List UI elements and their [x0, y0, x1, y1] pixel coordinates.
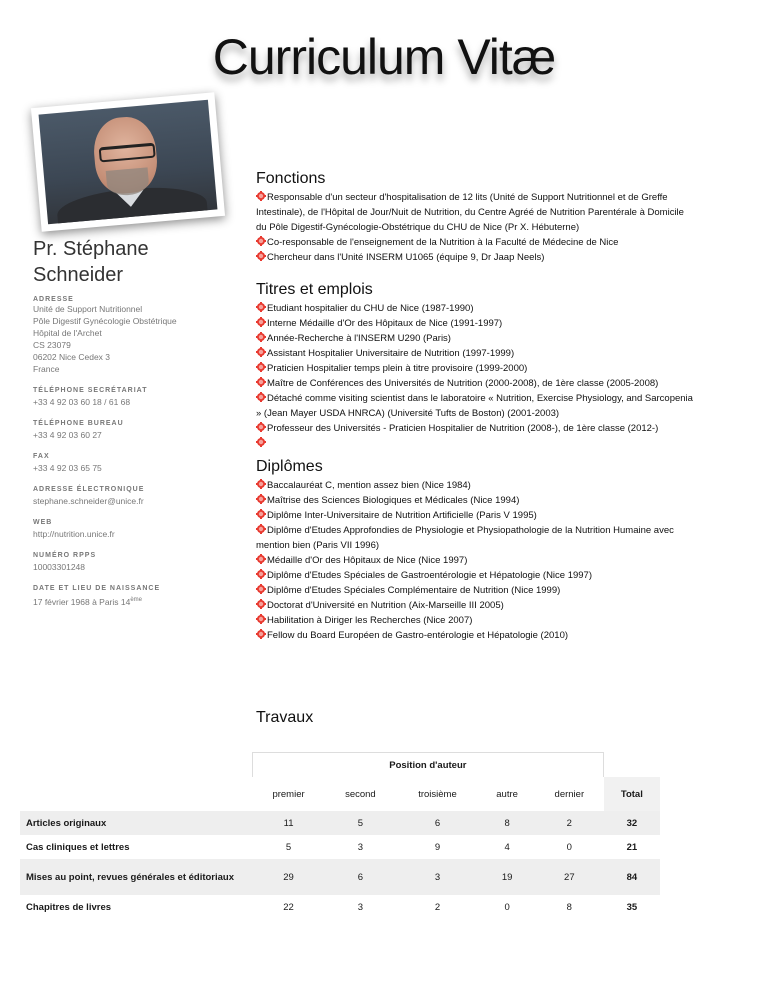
list-item-text: Baccalauréat C, mention assez bien (Nice 1984): [267, 480, 471, 491]
table-cell: 8: [566, 901, 572, 913]
birth-label: DATE ET LIEU DE NAISSANCE: [33, 585, 161, 592]
web-label: WEB: [33, 519, 53, 526]
secretariat-phone-label: TÉLÉPHONE SECRÉTARIAT: [33, 387, 148, 394]
table-cell: 27: [535, 859, 604, 895]
titres-list: [256, 301, 696, 451]
list-item-text: Année-Recherche à l'INSERM U290 (Paris): [267, 333, 451, 344]
starburst-bullet-icon: [256, 437, 266, 447]
starburst-bullet-icon: [256, 251, 266, 261]
list-item: [256, 391, 696, 421]
row-label: Articles originaux: [20, 811, 252, 835]
list-item-text: Diplôme d'Etudes Spéciales Complémentaire de Nutrition (Nice 1999): [267, 585, 561, 596]
list-item-text: Etudiant hospitalier du CHU de Nice (1987-1990): [267, 303, 474, 314]
table-cell: 22: [283, 901, 294, 913]
page-title: Curriculum Vitæ: [212, 29, 556, 85]
list-item: [256, 346, 696, 361]
email-label: ADRESSE ÉLECTRONIQUE: [33, 486, 145, 493]
list-item: [256, 523, 696, 553]
rpps-number: 10003301248: [33, 562, 86, 572]
column-header: troisième: [396, 777, 480, 811]
list-item: [256, 190, 696, 235]
table-cell: 2: [434, 901, 441, 913]
list-item-text: Interne Médaille d'Or des Hôpitaux de Nice (1991-1997): [267, 318, 503, 329]
starburst-bullet-icon: [256, 236, 266, 246]
row-total: 21: [626, 841, 638, 853]
starburst-bullet-icon: [256, 362, 266, 372]
list-item: [256, 553, 696, 568]
table-row: [20, 895, 660, 919]
table-cell: 19: [479, 859, 535, 895]
list-item-text: Chercheur dans l'Unité INSERM U1065 (équipe 9, Dr Jaap Neels): [267, 252, 545, 263]
table-cell: 5: [285, 841, 292, 853]
list-item-text: Diplôme Inter-Universitaire de Nutrition Artificielle (Paris V 1995): [267, 510, 537, 521]
author-position-header: Position d'auteur: [252, 753, 604, 778]
list-item-text: Diplôme d'Etudes Spéciales de Gastroentérologie et Hépatologie (Nice 1997): [267, 570, 593, 581]
rpps-label: NUMÉRO RPPS: [33, 552, 97, 559]
table-cell: 9: [434, 841, 441, 853]
diplomes-list: [256, 478, 696, 643]
table-cell: 8: [479, 811, 535, 835]
portrait-photo: [31, 92, 225, 232]
secretariat-phone: +33 4 92 03 60 18 / 61 68: [33, 397, 131, 407]
list-item-text: Diplôme d'Etudes Approfondies de Physiologie et Physiopathologie de la Nutrition Humaine avec mention bien (Paris VII 1996): [256, 525, 674, 551]
list-item: [256, 613, 696, 628]
table-cell: 6: [325, 859, 396, 895]
list-item-text: Habilitation à Diriger les Recherches (Nice 2007): [267, 615, 473, 626]
row-label: Cas cliniques et lettres: [26, 841, 130, 853]
section-title-diplomes: Diplômes: [256, 458, 323, 475]
starburst-bullet-icon: [256, 629, 266, 639]
publications-table: [20, 752, 660, 919]
office-phone: +33 4 92 03 60 27: [33, 430, 102, 440]
table-cell: 6: [396, 811, 480, 835]
list-item: [256, 568, 696, 583]
list-item: [256, 493, 696, 508]
starburst-bullet-icon: [256, 422, 266, 432]
table-cell: 3: [396, 859, 480, 895]
contact-sidebar: [33, 296, 233, 608]
fax-number: +33 4 92 03 65 75: [33, 463, 102, 473]
list-item: [256, 235, 696, 250]
empty-cell: [604, 753, 660, 778]
address-line: Pôle Digestif Gynécologie Obstétrique: [33, 316, 177, 326]
address-block: [33, 303, 233, 375]
total-column-header: Total: [604, 777, 660, 811]
table-row: [20, 859, 660, 895]
birth-text: 17 février 1968 à Paris 14: [33, 596, 131, 607]
starburst-bullet-icon: [256, 317, 266, 327]
table-row: [20, 835, 660, 859]
starburst-bullet-icon: [256, 332, 266, 342]
email-link[interactable]: stephane.schneider@unice.fr: [33, 496, 144, 506]
list-item-text: Fellow du Board Européen de Gastro-entérologie et Hépatologie (2010): [267, 630, 569, 641]
fax-label: FAX: [33, 453, 50, 460]
starburst-bullet-icon: [256, 554, 266, 564]
row-label: Chapitres de livres: [26, 901, 112, 913]
list-item-text: Professeur des Universités - Praticien Hospitalier de Nutrition (2008-), de 1ère classe (2012-): [267, 423, 659, 434]
table-row: [20, 811, 660, 835]
section-title-travaux: Travaux: [256, 709, 314, 726]
table-cell: 5: [325, 811, 396, 835]
section-title-fonctions: Fonctions: [256, 170, 326, 187]
starburst-bullet-icon: [256, 614, 266, 624]
list-item-text: Doctorat d'Université en Nutrition (Aix-Marseille III 2005): [267, 600, 504, 611]
starburst-bullet-icon: [256, 347, 266, 357]
row-total: 32: [604, 811, 660, 835]
list-item: [256, 436, 696, 451]
table-cell: 29: [252, 859, 325, 895]
table-cell: 11: [252, 811, 325, 835]
list-item: [256, 478, 696, 493]
person-name: [33, 236, 233, 288]
starburst-bullet-icon: [256, 392, 266, 402]
starburst-bullet-icon: [256, 377, 266, 387]
list-item-text: Maîtrise des Sciences Biologiques et Médicales (Nice 1994): [267, 495, 520, 506]
empty-cell: [20, 753, 252, 778]
list-item: [256, 250, 696, 265]
column-header: premier: [252, 777, 325, 811]
web-link[interactable]: http://nutrition.unice.fr: [33, 529, 115, 539]
main-content: [256, 170, 696, 643]
name-line-2: Schneider: [33, 264, 124, 286]
starburst-bullet-icon: [256, 509, 266, 519]
list-item: [256, 628, 696, 643]
list-item: [256, 598, 696, 613]
list-item: [256, 301, 696, 316]
empty-cell: [20, 777, 252, 811]
office-phone-label: TÉLÉPHONE BUREAU: [33, 420, 124, 427]
table-cell: 3: [357, 901, 364, 913]
table-cell: 4: [504, 841, 510, 853]
address-label: ADRESSE: [33, 296, 74, 303]
column-header: second: [325, 777, 396, 811]
starburst-bullet-icon: [256, 569, 266, 579]
list-item-text: Médaille d'Or des Hôpitaux de Nice (Nice 1997): [267, 555, 468, 566]
list-item-text: Responsable d'un secteur d'hospitalisation de 12 lits (Unité de Support Nutritionnel et de Greffe Intestinale), de l'Hôpital de Jour/Nuit de Nutrition, du Centre Agréé de Nutrition Parentérale à Domicile du Pôle Digestif-Gynécologie-Obstétrique du CHU de Nice (Pr X. Hébuterne): [256, 192, 684, 233]
starburst-bullet-icon: [256, 599, 266, 609]
list-item: [256, 331, 696, 346]
list-item: [256, 316, 696, 331]
starburst-bullet-icon: [256, 191, 266, 201]
list-item-text: Détaché comme visiting scientist dans le laboratoire « Nutrition, Exercise Physiology, and Sarcopenia » (Jean Mayer USDA HNRCA) (Université Tufts de Boston) (2001-2003): [256, 393, 693, 419]
starburst-bullet-icon: [256, 524, 266, 534]
address-line: Hôpital de l'Archet: [33, 328, 102, 338]
starburst-bullet-icon: [256, 302, 266, 312]
section-title-titres: Titres et emplois: [256, 281, 373, 298]
starburst-bullet-icon: [256, 494, 266, 504]
starburst-bullet-icon: [256, 479, 266, 489]
table-cell: 2: [535, 811, 604, 835]
name-line-1: Pr. Stéphane: [33, 238, 149, 260]
birth-sup: ème: [130, 597, 143, 603]
address-line: 06202 Nice Cedex 3: [33, 352, 111, 362]
list-item: [256, 508, 696, 523]
column-header: autre: [479, 777, 535, 811]
list-item-text: Co-responsable de l'enseignement de la Nutrition à la Faculté de Médecine de Nice: [267, 237, 619, 248]
list-item: [256, 361, 696, 376]
table-cell: 0: [566, 841, 572, 853]
starburst-bullet-icon: [256, 584, 266, 594]
list-item-text: Maître de Conférences des Universités de Nutrition (2000-2008), de 1ère classe (2005-2008): [267, 378, 659, 389]
column-header: dernier: [535, 777, 604, 811]
list-item-text: Praticien Hospitalier temps plein à titre provisoire (1999-2000): [267, 363, 528, 374]
row-total: 84: [604, 859, 660, 895]
fonctions-list: [256, 190, 696, 265]
table-cell: 0: [504, 901, 510, 913]
list-item: [256, 421, 696, 436]
list-item: [256, 376, 696, 391]
row-label: Mises au point, revues générales et éditoriaux: [20, 859, 252, 895]
list-item: [256, 583, 696, 598]
address-line: Unité de Support Nutritionnel: [33, 304, 143, 314]
address-line: France: [33, 364, 60, 374]
row-total: 35: [626, 901, 638, 913]
birth-value: [33, 594, 233, 608]
list-item-text: Assistant Hospitalier Universitaire de Nutrition (1997-1999): [267, 348, 515, 359]
address-line: CS 23079: [33, 340, 71, 350]
table-cell: 3: [357, 841, 364, 853]
